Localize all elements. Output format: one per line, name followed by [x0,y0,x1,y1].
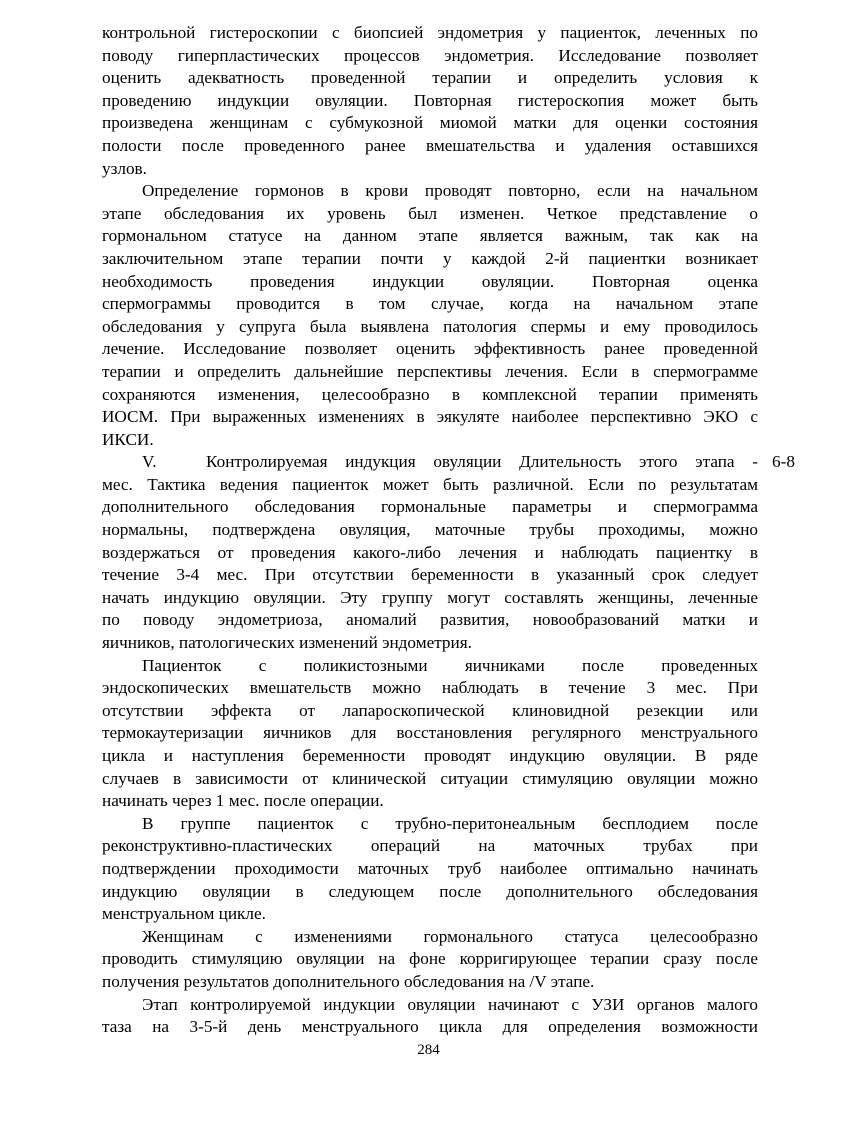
margin-note: 6-8 [772,452,795,472]
text-line: таза на 3-5-й день менструального цикла для определения возможности [102,1017,758,1037]
text-line: необходимость проведения индукции овуляции. Повторная оценка [102,271,758,291]
text-line: лечение. Исследование позволяет оценить эффективность ранее проведенной [102,339,758,359]
text-line: ИКСИ. [102,429,154,449]
text-line: проведению индукции овуляции. Повторная гистероскопия может быть [102,90,758,110]
text-line: поводу гиперпластических процессов эндометрия. Исследование позволяет [102,45,758,65]
document-body [102,22,795,1039]
text-line: ИОСМ. При выраженных изменениях в эякуляте наиболее перспективно ЭКО с [102,407,758,427]
text-line: получения результатов дополнительного обследования на /V этапе. [102,971,595,991]
text-line: течение 3-4 мес. При отсутствии беременности в указанный срок следует [102,565,758,585]
text-line: Женщинам с изменениями гормонального статуса целесообразно [142,926,758,946]
text-line: обследования у супруга была выявлена патология спермы и ему проводилось [102,316,758,336]
page-number: 284 [417,1042,440,1058]
text-line: отсутствии эффекта от лапароскопической клиновидной резекции или [102,700,758,720]
text-line: дополнительного обследования гормональные параметры и спермограмма [102,497,758,517]
text-line: яичников, патологических изменений эндометрия. [102,633,472,653]
text-line: воздержаться от проведения какого-либо лечения и наблюдать пациентку в [102,542,758,562]
text-line: проводить стимуляцию овуляции на фоне корригирующее терапии сразу после [102,949,758,969]
text-line: менструальном цикле. [102,904,266,924]
text-line: случаев в зависимости от клинической ситуации стимуляцию овуляции можно [102,768,758,788]
text-line: контрольной гистероскопии с биопсией эндометрия у пациенток, леченных по [102,23,758,42]
text-line: узлов. [102,158,147,178]
text-block-before-section [102,22,758,451]
text-line: оценить адекватность проведенной терапии и определить условия к [102,68,758,88]
text-line: подтверждении проходимости маточных труб наиболее оптимально начинать [102,858,758,878]
text-line: произведена женщинам с субмукозной миомой матки для оценки состояния [102,113,758,133]
text-block-after-section [102,474,758,1039]
text-line: мес. Тактика ведения пациенток может быть различной. Если по результатам [102,474,758,494]
text-line: начать индукцию овуляции. Эту группу могут составлять женщины, леченные [102,587,758,607]
text-line: Определение гормонов в крови проводят повторно, если на начальном [142,181,758,201]
text-line: заключительном этапе терапии почти у каждой 2-й пациентки возникает [102,248,758,268]
text-line: В группе пациенток с трубно-перитонеальным бесплодием после [142,813,758,833]
text-line: сохраняются изменения, целесообразно в комплексной терапии применять [102,384,758,404]
text-line: термокаутеризации яичников для восстановления регулярного менструального [102,723,758,743]
text-line: реконструктивно-пластических операций на маточных трубах при [102,836,758,856]
text-line: по поводу эндометриоза, аномалий развития, новообразований матки и [102,610,758,630]
text-line: гормональном статусе на данном этапе является важным, так как на [102,226,758,246]
text-line: цикла и наступления беременности проводят индукцию овуляции. В ряде [102,746,758,765]
text-line: нормальны, подтверждена овуляция, маточные трубы проходимы, можно [102,520,758,540]
text-line: Этап контролируемой индукции овуляции начинают с УЗИ органов малого [142,994,758,1014]
section-numeral: V. [142,452,157,472]
section-heading-text: Контролируемая индукция овуляции Длительность этого этапа - [206,452,758,472]
text-line: начинать через 1 мес. после операции. [102,791,384,811]
text-line: этапе обследования их уровень был изменен. Четкое представление о [102,203,758,223]
text-line: индукцию овуляции в следующем после дополнительного обследования [102,881,758,901]
text-line: терапии и определить дальнейшие перспективы лечения. Если в спермограмме [102,361,758,381]
text-line: Пациенток с поликистозными яичниками после проведенных [142,655,758,675]
text-line: спермограммы проводится в том случае, когда на начальном этапе [102,294,758,314]
text-line: эндоскопических вмешательств можно наблюдать в течение 3 мес. При [102,678,758,698]
section-v-heading [102,451,795,474]
text-line: полости после проведенного ранее вмешательства и удаления оставшихся [102,135,758,155]
